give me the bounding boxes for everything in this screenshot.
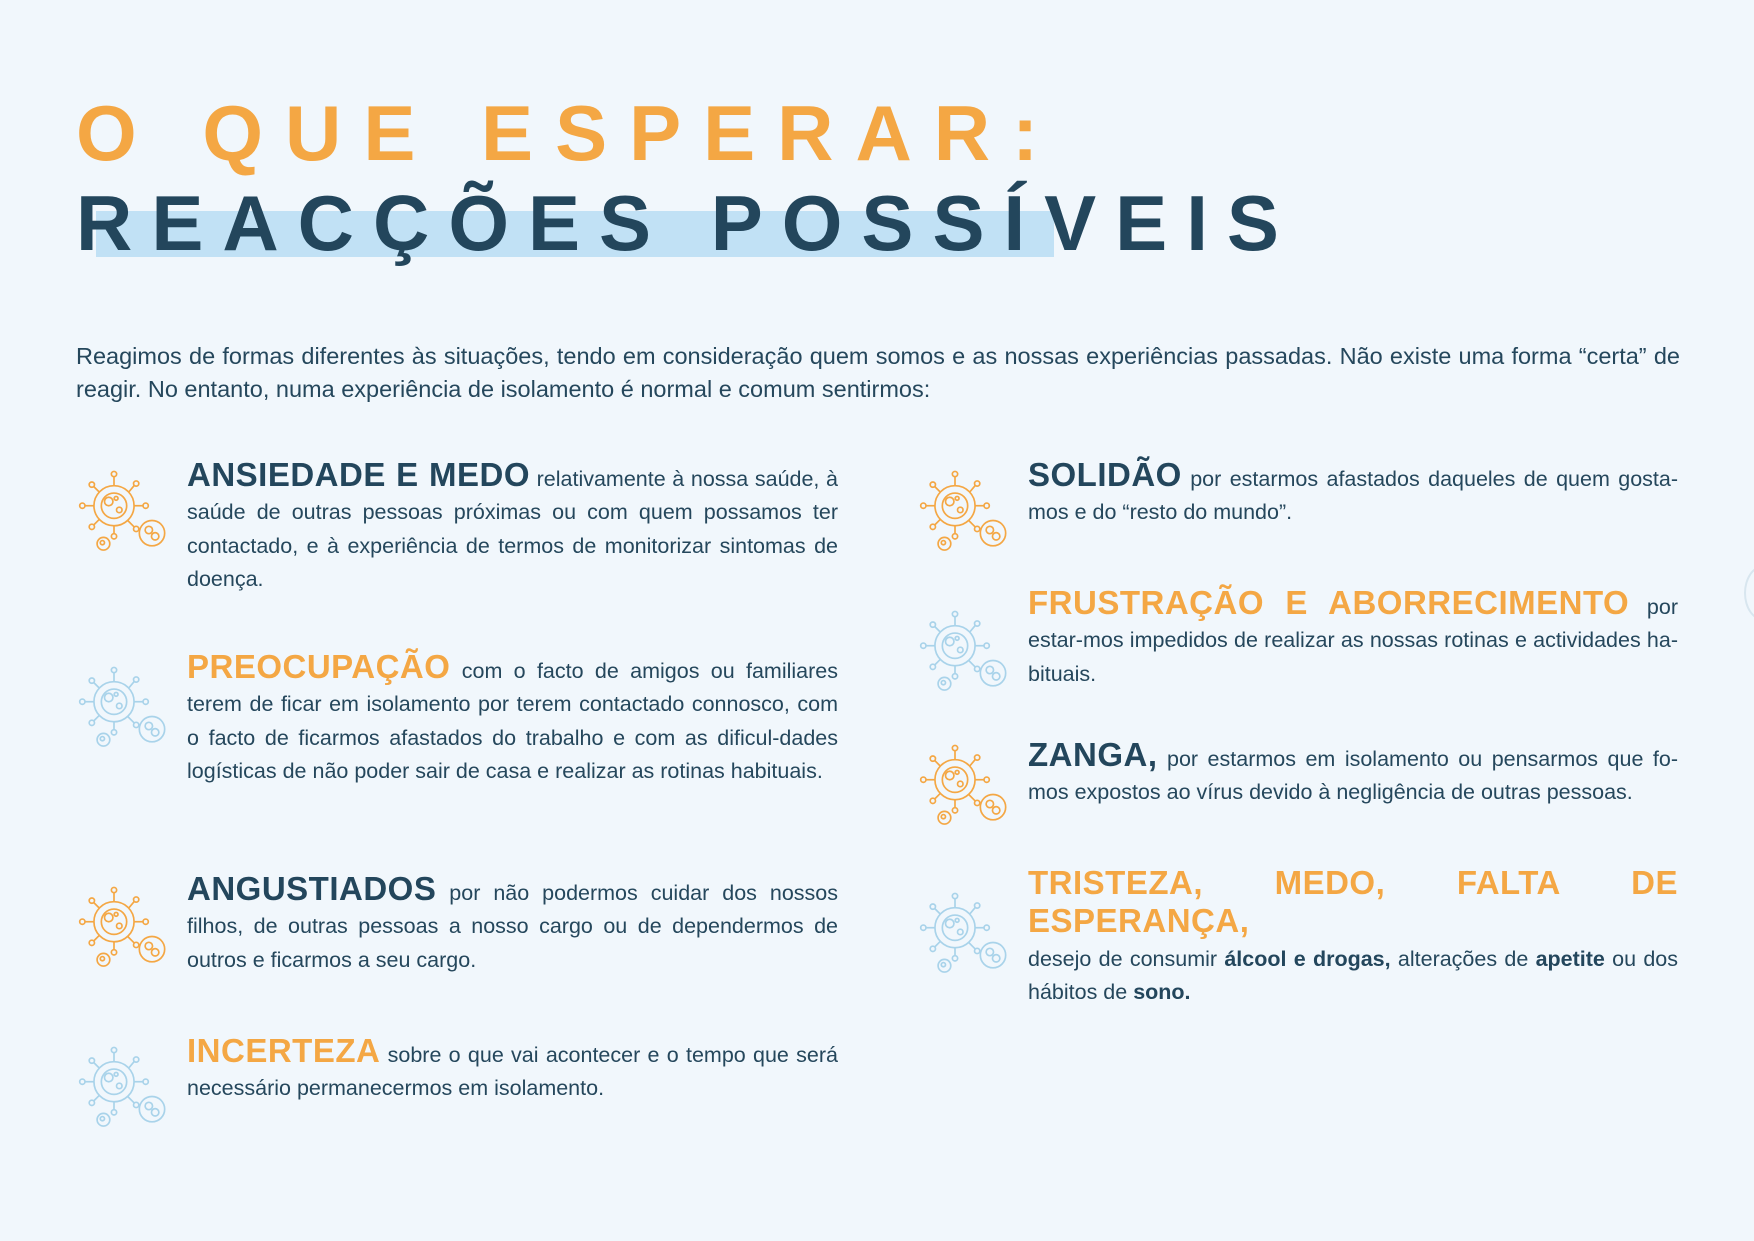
reaction-description: por estarmos em isolamento ou pensarmos que fo-mos expostos ao vírus devido à negligência de outras pessoas. xyxy=(1028,747,1678,805)
virus-icon xyxy=(917,606,1012,696)
page-title-line2-wrapper xyxy=(76,178,1298,268)
reaction-keyword: SOLIDÃO xyxy=(1028,456,1182,493)
reaction-emphasis: apetite xyxy=(1535,946,1605,971)
virus-icon xyxy=(917,740,1012,830)
reaction-emphasis: sono. xyxy=(1133,979,1191,1004)
reaction-description: sobre o que vai acontecer e o tempo que será necessário permanecermos em isolamento. xyxy=(187,1043,838,1101)
virus-icon xyxy=(76,1042,171,1132)
reaction-text xyxy=(1028,738,1678,810)
reaction-description: alterações de xyxy=(1390,946,1536,971)
virus-icon xyxy=(76,882,171,972)
reaction-emphasis: álcool e drogas, xyxy=(1224,946,1391,971)
reaction-keyword: ANGUSTIADOS xyxy=(187,870,437,907)
reaction-keyword: FRUSTRAÇÃO E ABORRECIMENTO xyxy=(1028,584,1630,621)
virus-icon xyxy=(76,662,171,752)
reaction-text xyxy=(187,1034,838,1106)
reaction-description: ou dos hábitos de xyxy=(1028,946,1679,1004)
reaction-keyword: ZANGA, xyxy=(1028,736,1158,773)
reaction-text xyxy=(1028,586,1678,691)
reaction-description: por não podermos cuidar dos nossos filhos, de outras pessoas a nosso cargo ou de dependermos de outros e ficarmos a seu cargo. xyxy=(187,881,838,972)
reaction-description: com o facto de amigos ou familiares terem de ficar em isolamento por terem contactado connosco, com o facto de ficarmos afastados do trabalho e com as dificul-dades logísticas de não poder sair de casa e realizar as rotinas habituais. xyxy=(187,659,838,783)
reaction-description: por estar-mos impedidos de realizar as nossas rotinas e actividades ha-bituais. xyxy=(1028,595,1678,686)
reaction-keyword: INCERTEZA xyxy=(187,1032,381,1069)
reaction-description: relativamente à nossa saúde, à saúde de outras pessoas próximas ou com quem possamos ter contactado, e à experiência de termos de monitorizar sintomas de doença. xyxy=(187,467,838,591)
reaction-text xyxy=(1028,866,1678,1009)
page-title-line1: O QUE ESPERAR: xyxy=(76,89,1061,177)
reaction-text xyxy=(187,458,838,596)
reaction-text xyxy=(187,650,838,788)
virus-icon xyxy=(917,888,1012,978)
virus-icon xyxy=(76,466,171,556)
reaction-keyword: TRISTEZA, MEDO, FALTA DE ESPERANÇA, xyxy=(1028,864,1678,940)
reaction-description: desejo de consumir xyxy=(1028,946,1225,971)
page-title-line2: REACÇÕES POSSÍVEIS xyxy=(76,179,1298,267)
virus-icon xyxy=(917,466,1012,556)
reaction-text xyxy=(187,872,838,977)
reaction-keyword: PREOCUPAÇÃO xyxy=(187,648,451,685)
intro-paragraph: Reagimos de formas diferentes às situações, tendo em consideração quem somos e as nossas experiências passadas. Não existe uma forma “certa” de reagir. No entanto, numa experiência de isolamento é normal e comum sentirmos: xyxy=(76,343,1680,402)
decorative-edge-circle xyxy=(1744,565,1754,621)
reaction-keyword: ANSIEDADE E MEDO xyxy=(187,456,530,493)
reaction-description: por estarmos afastados daqueles de quem gosta-mos e do “resto do mundo”. xyxy=(1028,467,1678,525)
reaction-text xyxy=(1028,458,1678,530)
